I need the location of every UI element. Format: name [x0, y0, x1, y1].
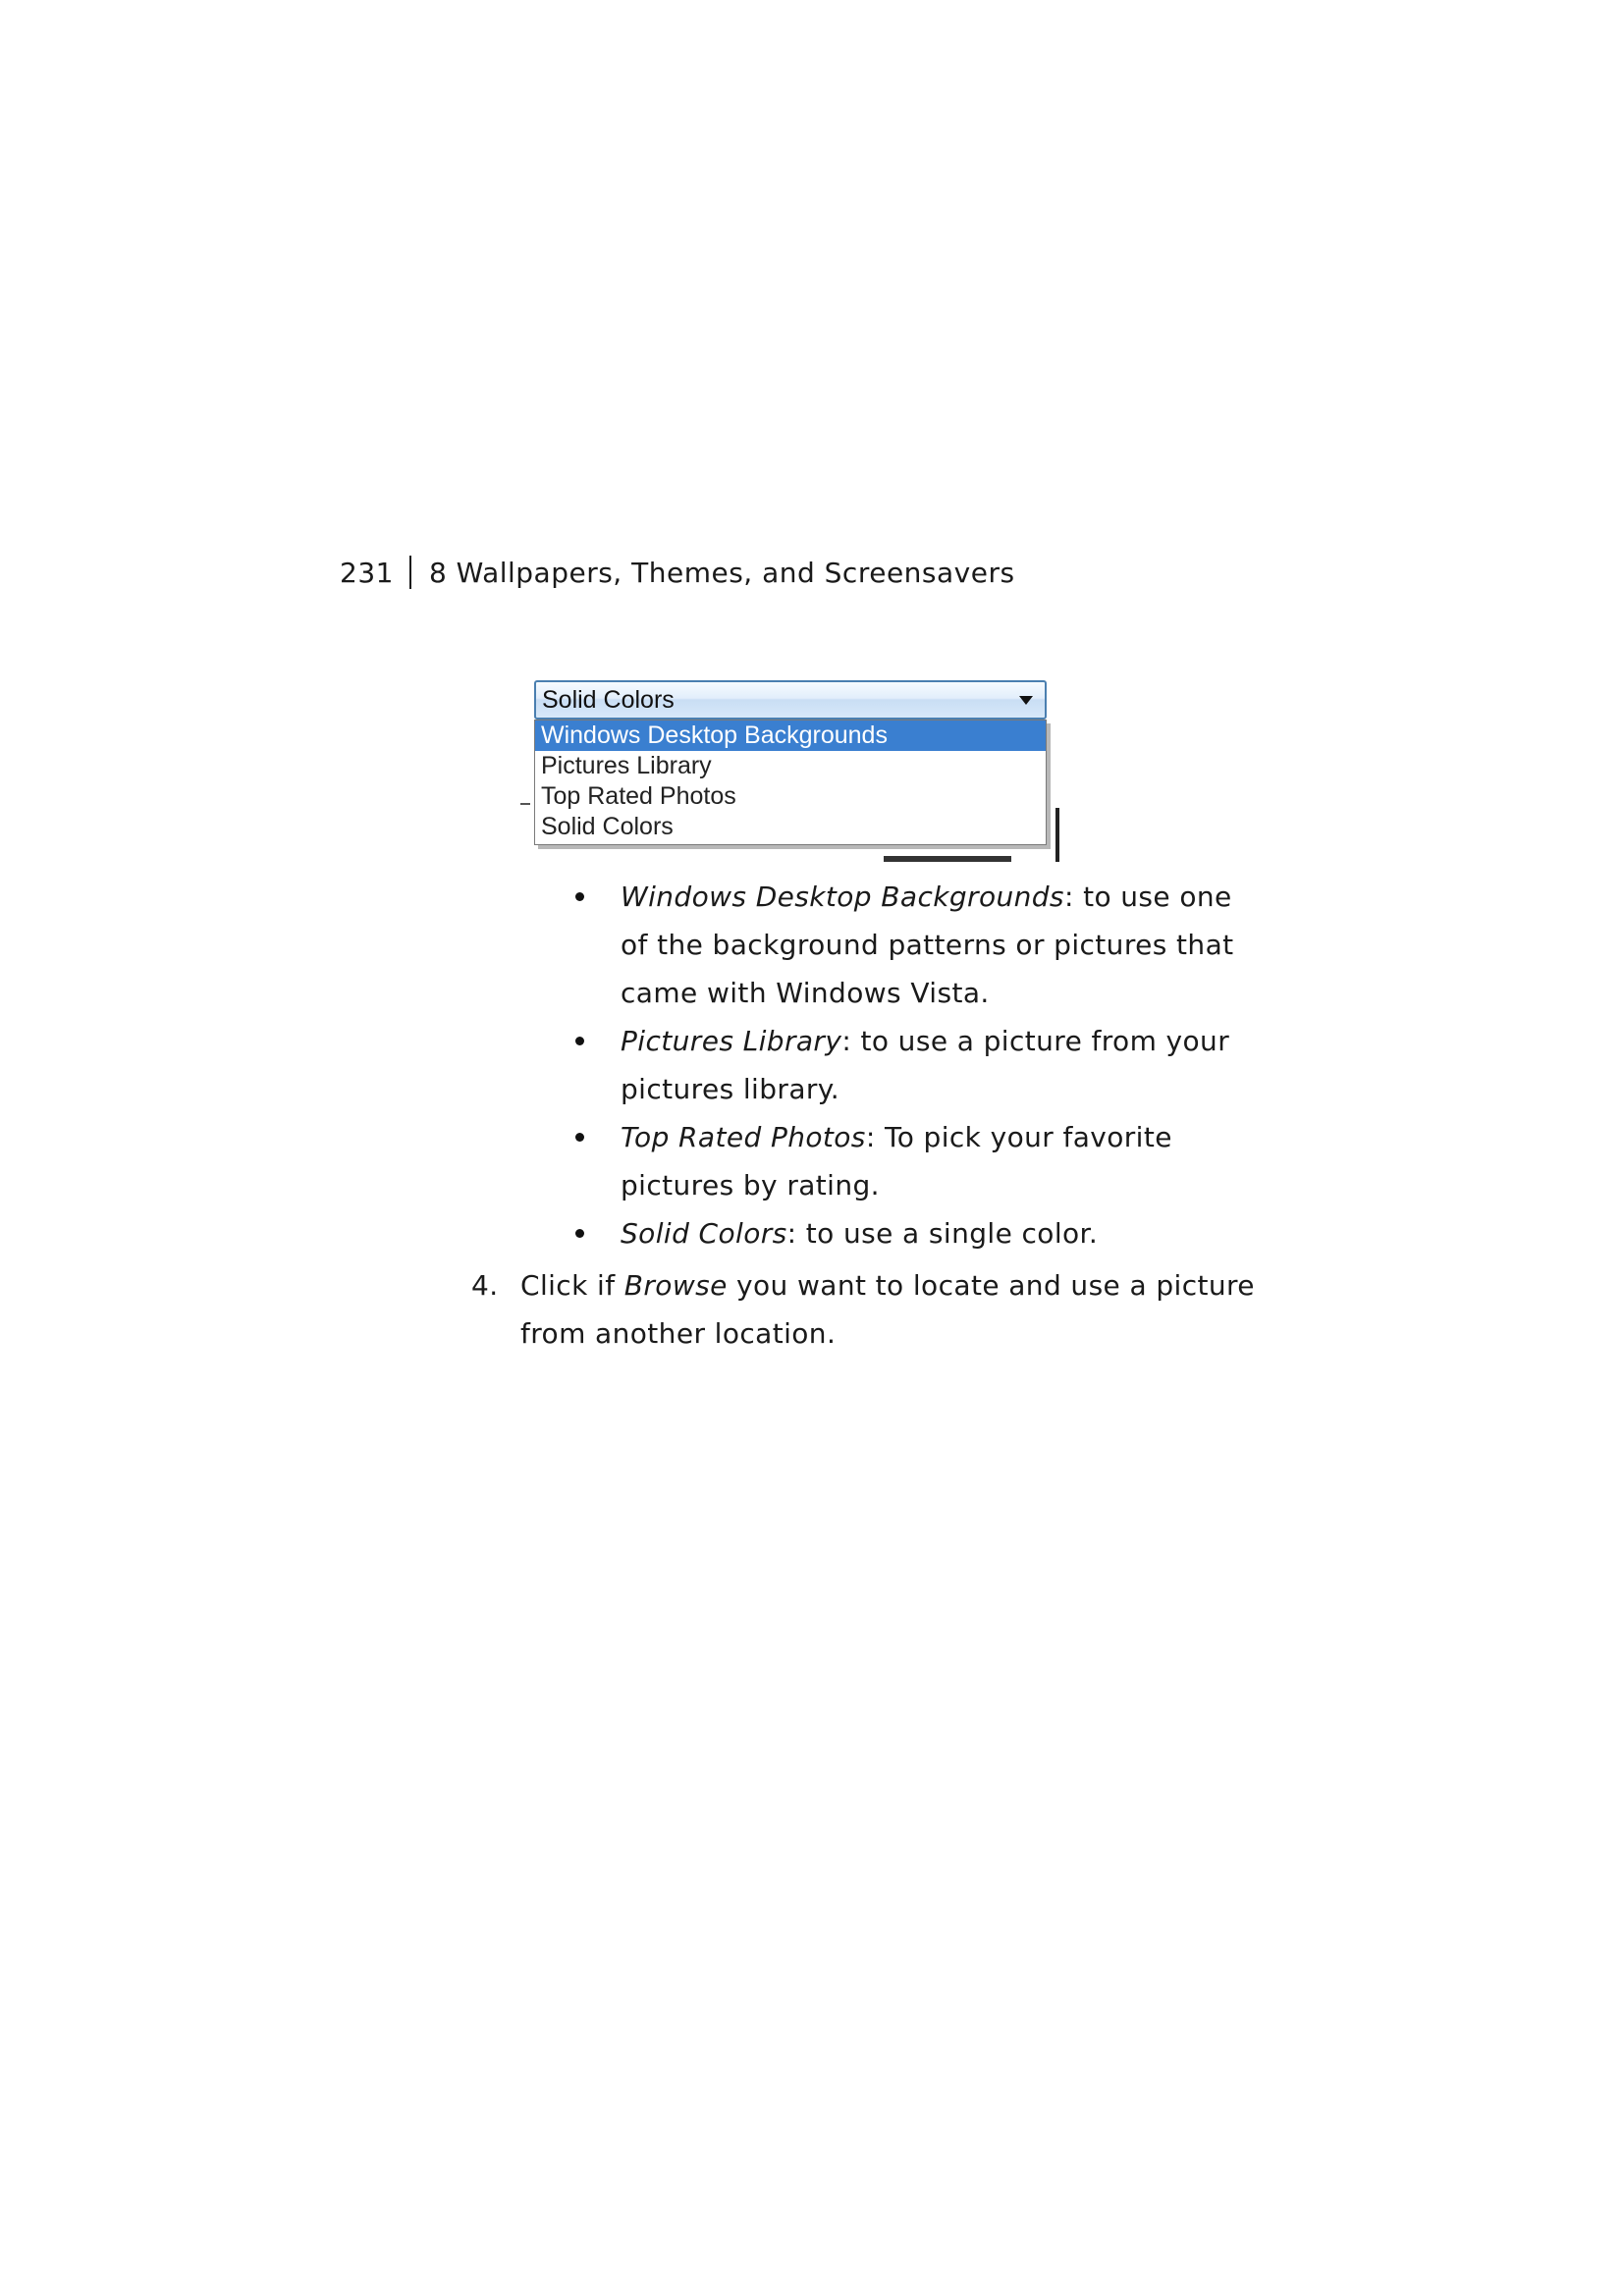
- list-item: [568, 1017, 1235, 1113]
- option-term: Solid Colors: [621, 1217, 787, 1250]
- step-text: you want to locate and use a picture from another location.: [520, 1269, 1255, 1350]
- bullet-icon: [575, 1229, 584, 1238]
- page-number: 231: [340, 556, 394, 589]
- step-term: Browse: [623, 1269, 728, 1302]
- bullet-icon: [575, 1133, 584, 1142]
- option-term: Windows Desktop Backgrounds: [621, 881, 1064, 913]
- option-list: [568, 873, 1235, 1257]
- select-value: Solid Colors: [542, 686, 675, 714]
- option-punct: :: [786, 1217, 797, 1250]
- option-term: Top Rated Photos: [621, 1121, 866, 1153]
- option-punct: :: [841, 1025, 852, 1057]
- step-number: 4.: [471, 1269, 499, 1302]
- option-description: to use one of the background patterns or pictures that came with Windows Vista.: [621, 881, 1234, 1009]
- chapter-title: 8 Wallpapers, Themes, and Screensavers: [428, 556, 1015, 589]
- dropdown-list: [534, 720, 1047, 845]
- bullet-icon: [575, 1037, 584, 1045]
- step-item: [471, 1261, 1286, 1358]
- chevron-down-icon[interactable]: [1019, 696, 1033, 705]
- option-description: to use a single color.: [796, 1217, 1099, 1250]
- option-punct: :: [865, 1121, 876, 1153]
- picture-location-select[interactable]: [534, 680, 1047, 720]
- running-header: [340, 556, 1015, 589]
- list-item: [568, 1113, 1235, 1209]
- bullet-icon: [575, 892, 584, 901]
- background-fragment: [884, 856, 1011, 862]
- header-separator: [409, 556, 411, 589]
- step-text: Click if: [520, 1269, 624, 1302]
- dropdown-screenshot: [520, 675, 1070, 867]
- dropdown-option[interactable]: Top Rated Photos: [541, 782, 736, 810]
- option-description: to use a picture from your pictures library.: [621, 1025, 1230, 1105]
- dropdown-option[interactable]: Solid Colors: [541, 813, 674, 840]
- background-fragment: [520, 803, 530, 805]
- option-description: To pick your favorite pictures by rating.: [621, 1121, 1172, 1201]
- list-item: [568, 1209, 1235, 1257]
- list-item: [568, 873, 1235, 1017]
- dropdown-option[interactable]: Windows Desktop Backgrounds: [535, 721, 1046, 751]
- background-fragment: [1055, 808, 1059, 862]
- option-term: Pictures Library: [621, 1025, 842, 1057]
- dropdown-option[interactable]: Pictures Library: [541, 752, 712, 779]
- option-punct: :: [1063, 881, 1074, 913]
